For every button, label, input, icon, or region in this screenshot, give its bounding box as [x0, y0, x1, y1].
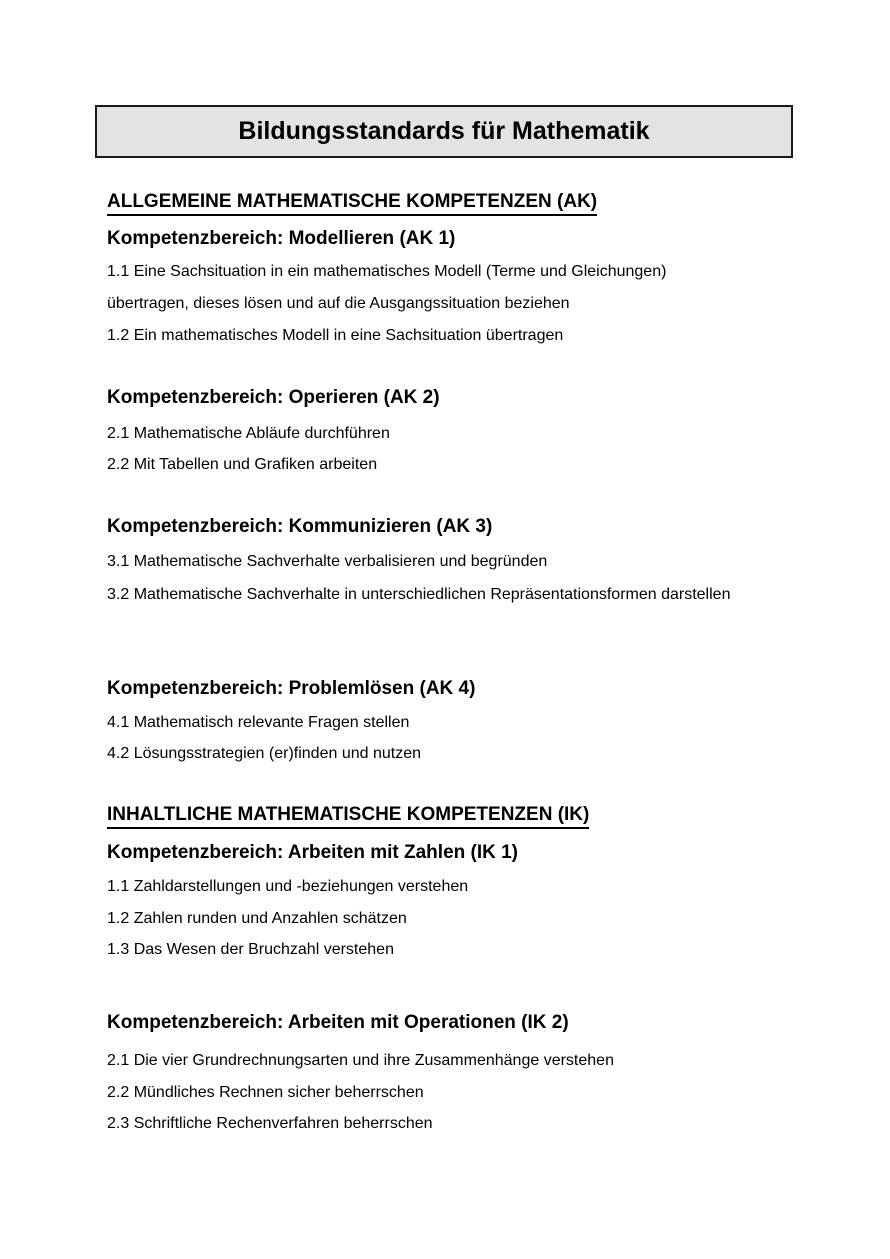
line-ak1-1-2: 1.2 Ein mathematisches Modell in eine Sachsituation übertragen [107, 327, 564, 344]
subsection-heading-operationen: Kompetenzbereich: Arbeiten mit Operationen (IK 2) [107, 1012, 569, 1033]
document-title: Bildungsstandards für Mathematik [238, 117, 650, 145]
line-ak1-1-1a: 1.1 Eine Sachsituation in ein mathematisches Modell (Terme und Gleichungen) [107, 263, 667, 280]
line-ak4-4-2: 4.2 Lösungsstrategien (er)finden und nutzen [107, 745, 421, 762]
subsection-heading-kommunizieren: Kompetenzbereich: Kommunizieren (AK 3) [107, 516, 493, 537]
section-heading-ak-text: ALLGEMEINE MATHEMATISCHE KOMPETENZEN (AK) [107, 191, 597, 216]
line-ak3-3-2: 3.2 Mathematische Sachverhalte in unterschiedlichen Repräsentationsformen darstellen [107, 586, 731, 603]
subsection-heading-problemloesen: Kompetenzbereich: Problemlösen (AK 4) [107, 678, 476, 699]
line-ik1-1-1: 1.1 Zahldarstellungen und -beziehungen verstehen [107, 878, 469, 895]
line-ik2-2-3: 2.3 Schriftliche Rechenverfahren beherrschen [107, 1115, 433, 1132]
line-ak4-4-1: 4.1 Mathematisch relevante Fragen stellen [107, 714, 410, 731]
line-ik1-1-2: 1.2 Zahlen runden und Anzahlen schätzen [107, 910, 407, 927]
line-ik1-1-3: 1.3 Das Wesen der Bruchzahl verstehen [107, 941, 394, 958]
line-ak2-2-1: 2.1 Mathematische Abläufe durchführen [107, 425, 390, 442]
subsection-heading-operieren: Kompetenzbereich: Operieren (AK 2) [107, 387, 440, 408]
section-heading-ik-text: INHALTLICHE MATHEMATISCHE KOMPETENZEN (IK) [107, 804, 589, 829]
line-ak1-1-1b: übertragen, dieses lösen und auf die Ausgangssituation beziehen [107, 295, 570, 312]
subsection-heading-modellieren: Kompetenzbereich: Modellieren (AK 1) [107, 228, 456, 249]
title-box [95, 105, 793, 158]
line-ik2-2-2: 2.2 Mündliches Rechnen sicher beherrschen [107, 1084, 424, 1101]
subsection-heading-zahlen: Kompetenzbereich: Arbeiten mit Zahlen (IK 1) [107, 842, 519, 863]
line-ak3-3-1: 3.1 Mathematische Sachverhalte verbalisieren und begründen [107, 553, 548, 570]
line-ak2-2-2: 2.2 Mit Tabellen und Grafiken arbeiten [107, 456, 378, 473]
section-heading-ik [107, 804, 589, 829]
section-heading-ak [107, 191, 597, 216]
line-ik2-2-1: 2.1 Die vier Grundrechnungsarten und ihre Zusammenhänge verstehen [107, 1052, 614, 1069]
